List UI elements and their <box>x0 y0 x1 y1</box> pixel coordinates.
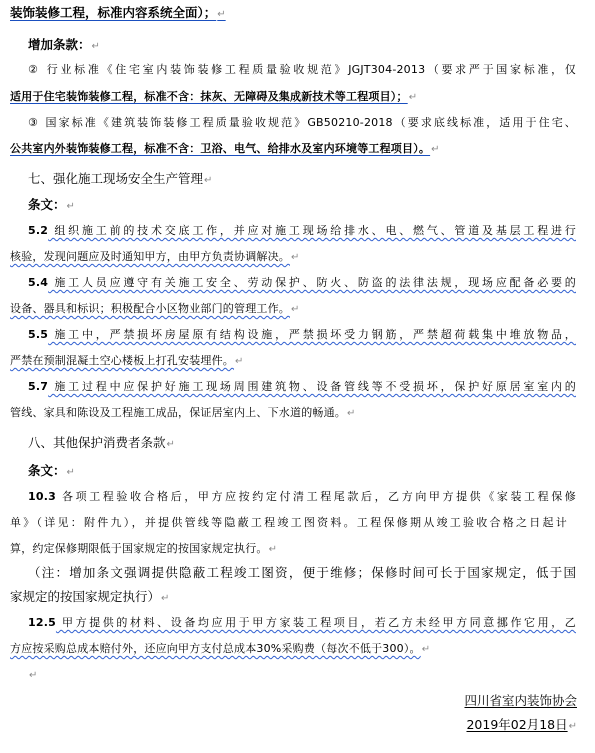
text-line: 装饰装修工程，标准内容系统全面）；↵ <box>10 5 226 20</box>
text-line: 严禁在预制混凝土空心楼板上打孔安装埋件。↵ <box>10 354 244 367</box>
clause-12-5: 12.5 甲方提供的材料、设备均应用于甲方家装工程项目，若乙方未经甲方同意挪作它用，乙 <box>28 616 576 629</box>
text-line: 管线、家具和陈设及工程施工成品，保证居室内上、下水道的畅通。↵ <box>10 406 356 419</box>
text-line: ② 行业标准《住宅室内装饰装修工程质量验收规范》JGJT304-2013（要求严于国家标准，仅 <box>28 63 576 76</box>
section-heading-seven: 七、强化施工现场安全生产管理↵ <box>28 171 213 186</box>
text-line: ③ 国家标准《建筑装饰装修工程质量验收规范》GB50210-2018（要求底线标准，适用于住宅、 <box>28 116 576 129</box>
heading-added-clauses: 增加条款：↵ <box>28 37 100 52</box>
text-line: 单》（详见：附件九），并提供管线等隐蔽工程竣工图资料。工程保修期从竣工验收合格之日起计 <box>10 516 567 529</box>
clause-5-5: 5.5 施工中，严禁损坏房屋原有结构设施，严禁损坏受力钢筋，严禁超荷载集中堆放物品， <box>28 328 576 341</box>
clause-5-2: 5.2 组织施工前的技术交底工作，并应对施工现场给排水、电、燃气、管道及基层工程进行 <box>28 224 576 237</box>
text-line: 适用于住宅装饰装修工程，标准不含：抹灰、无障碍及集成新技术等工程项目）；↵ <box>10 90 418 103</box>
text-line: 核验，发现问题应及时通知甲方，由甲方负责协调解决。↵ <box>10 250 300 263</box>
clause-10-3: 10.3 各项工程验收合格后，甲方应按约定付清工程尾款后，乙方向甲方提供《家装工程保修 <box>28 490 576 503</box>
clause-5-7: 5.7 施工过程中应保护好施工现场周围建筑物、设备管线等不受损坏，保护好原居室室内的 <box>28 380 576 393</box>
text-line: 算，约定保修期限低于国家规定的按国家规定执行。↵ <box>10 542 278 555</box>
section-heading-eight: 八、其他保护消费者条款↵ <box>28 435 175 450</box>
clause-label: 条文：↵ <box>28 463 75 478</box>
note-line: （注：增加条文强调提供隐蔽工程竣工图资，便于维修；保修时间可长于国家规定，低于国 <box>28 565 576 580</box>
signature-org: 四川省室内装饰协会 <box>464 693 577 708</box>
empty-line: ↵ <box>29 670 38 681</box>
clause-label: 条文：↵ <box>28 197 75 212</box>
text-line: 设备、器具和标识；积极配合小区物业部门的管理工作。↵ <box>10 302 300 315</box>
note-line: 家规定的按国家规定执行）↵ <box>10 589 170 604</box>
text-line: 公共室内外装饰装修工程，标准不含：卫浴、电气、给排水及室内环境等工程项目）。↵ <box>10 142 440 155</box>
signature-date: 2019年02月18日↵ <box>466 717 577 732</box>
text-line: 方应按采购总成本赔付外，还应向甲方支付总成本30%采购费（每次不低于300）。↵ <box>10 642 431 655</box>
clause-5-4: 5.4 施工人员应遵守有关施工安全、劳动保护、防火、防盗的法律法规，现场应配备必要的 <box>28 276 576 289</box>
